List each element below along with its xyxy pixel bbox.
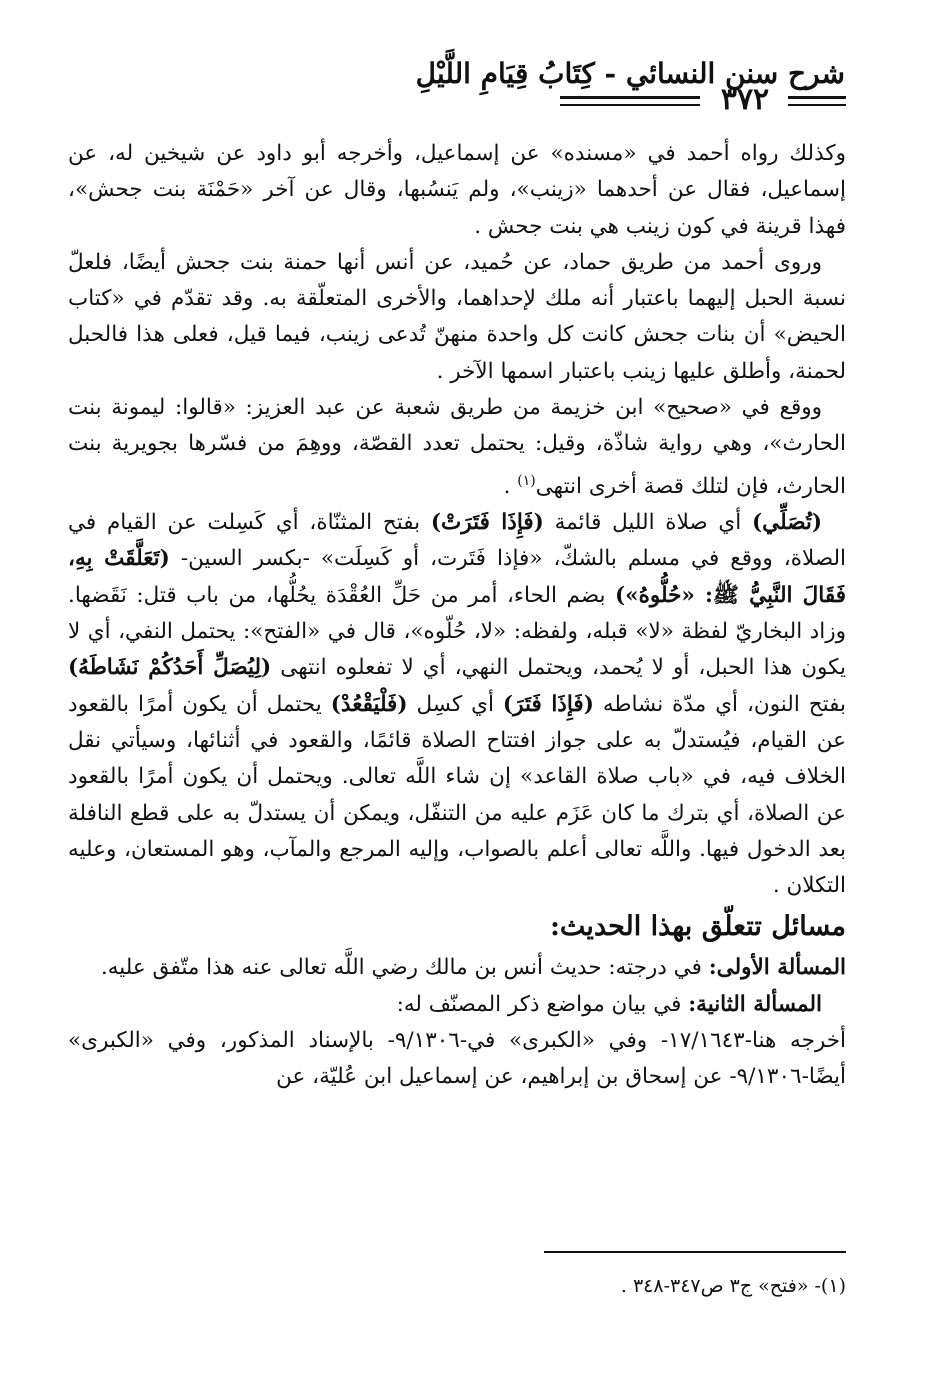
issue-2 xyxy=(68,987,846,1023)
commentary-text: بضم الحاء، أمر من حَلِّ العُقْدَة يحُلُّها، من باب قتل: نَقَضها. وزاد البخاريّ لفظة «لا» قبله، ولفظه: «لا، حُلّوه»، قال في «الفتح»: يحتمل النفي، أي لا يكون هذا الحبل، أو لا يُحمد، ويحتمل النهي، أي لا تفعلوه انتهى xyxy=(68,582,846,681)
hadith-phrase-taallaqat: (تَعَلَّقَتْ بِهِ، فَقَالَ النَّبِيُّ ﷺ: «حُلُّوهُ») xyxy=(68,546,846,608)
hadith-phrase-liyusalli: (لِيُصَلِّ أَحَدُكُمْ نَشَاطَهُ) xyxy=(68,655,272,681)
page-number: ٣٧٢ xyxy=(720,82,770,117)
hadith-phrase-tusalli: (تُصَلِّي) xyxy=(751,510,822,536)
issue-2-text: في بيان مواضع ذكر المصنّف له: xyxy=(396,991,689,1017)
hadith-phrase-fatara: (فَإِذَا فَتَرَ) xyxy=(502,691,594,717)
paragraph-1: وكذلك رواه أحمد في «مسنده» عن إسماعيل، وأخرجه أبو داود عن شيخين له، عن إسماعيل، فقال عن أحدهما «زينب»، ولم يَنسُبها، وقال عن آخر «حَمْنَة بنت جحش»، فهذا قرينة في كون زينب هي بنت جحش . xyxy=(68,141,846,239)
paragraph-last: أخرجه هنا-١٧/١٦٤٣- وفي «الكبرى» في-٩/١٣٠٦- بالإسناد المذكور، وفي «الكبرى» أيضًا-٩/١٣٠٦- عن إسحاق بن إبراهيم، عن إسماعيل ابن عُليّة، عن xyxy=(68,1027,846,1090)
paragraph-3-text: ووقع في «صحيح» ابن خزيمة من طريق شعبة عن عبد العزيز: «قالوا: ليمونة بنت الحارث»، وهي رواية شاذّة، وقيل: يحتمل تعدد القصّة، ووهِمَ من فسّرها بجويرية بنت الحارث، فإن لتلك قصة أخرى انتهى xyxy=(68,395,846,499)
section-heading: مسائل تتعلّق بهذا الحديث: xyxy=(549,911,846,943)
footnote: (١)- «فتح» ج٣ ص٣٤٧-٣٤٨ . xyxy=(620,1275,846,1297)
commentary-text: بفتح المثنّاة، أي كَسِلت عن القيام في الصلاة، ووقع في مسلم بالشكّ، «فإذا فَتَرت، أو كَسِلَت» -بكسر السين- xyxy=(68,510,846,572)
issue-2-label: المسألة الثانية: xyxy=(688,991,822,1017)
paragraph-4 xyxy=(68,505,846,904)
body-text xyxy=(68,136,846,1096)
commentary-text: يحتمل أن يكون أمرًا بالقعود عن القيام، فيُستدلّ به على جواز افتتاح الصلاة قائمًا، والقعود في أثنائها، وسيأتي نقل الخلاف فيه، في «باب صلاة القاعد» إن شاء اللَّه تعالى. ويحتمل أن يكون أمرًا بالقعود عن الصلاة، أي بترك ما كان عَزَم عليه من التنفّل، ويمكن أن يستدلّ به على قطع النافلة بعد الدخول فيها. واللَّه تعالى أعلم بالصواب، وإليه المرجع والمآب، وهو المستعان، وعليه التكلان . xyxy=(68,691,846,899)
paragraph-3 xyxy=(68,390,846,505)
commentary-text: أي كسِل xyxy=(407,691,503,717)
header-rule-top-left xyxy=(560,96,700,99)
commentary-text: بفتح النون، أي مدّة نشاطه xyxy=(593,691,847,717)
footnote-rule xyxy=(544,1251,846,1253)
header-rule-bottom-left xyxy=(560,104,700,106)
header-rule-top-right xyxy=(788,96,846,99)
paragraph-2: وروى أحمد من طريق حماد، عن حُميد، عن أنس أنها حمنة بنت جحش أيضًا، فلعلّ نسبة الحبل إليهما باعتبار أنه ملك لإحداهما، والأخرى المتعلّقة به. وقد تقدّم في «كتاب الحيض» أن بنات جحش كانت كل واحدة منهنّ تُدعى زينب، فيما قيل، فعلى هذا فالحبل لحمنة، وأطلق عليها زينب باعتبار اسمها الآخر . xyxy=(68,249,846,384)
paragraph-3-end: . xyxy=(503,473,518,499)
commentary-text: أي صلاة الليل قائمة xyxy=(543,510,752,536)
issue-1-text: في درجته: حديث أنس بن مالك رضي اللَّه تعالى عنه هذا متّفق عليه. xyxy=(100,955,709,981)
running-title: شرح سنن النسائي - كِتَابُ قِيَامِ اللَّيْلِ xyxy=(415,57,845,90)
issue-1 xyxy=(68,950,846,986)
hadith-phrase-fatarat: (فَإِذَا فَتَرَتْ) xyxy=(430,510,544,536)
issue-1-label: المسألة الأولى: xyxy=(708,955,846,981)
header-rule-bottom-right xyxy=(788,104,846,106)
hadith-phrase-falyaqud: (فَلْيَقْعُدْ) xyxy=(330,691,408,717)
footnote-reference: (١) xyxy=(517,472,536,489)
